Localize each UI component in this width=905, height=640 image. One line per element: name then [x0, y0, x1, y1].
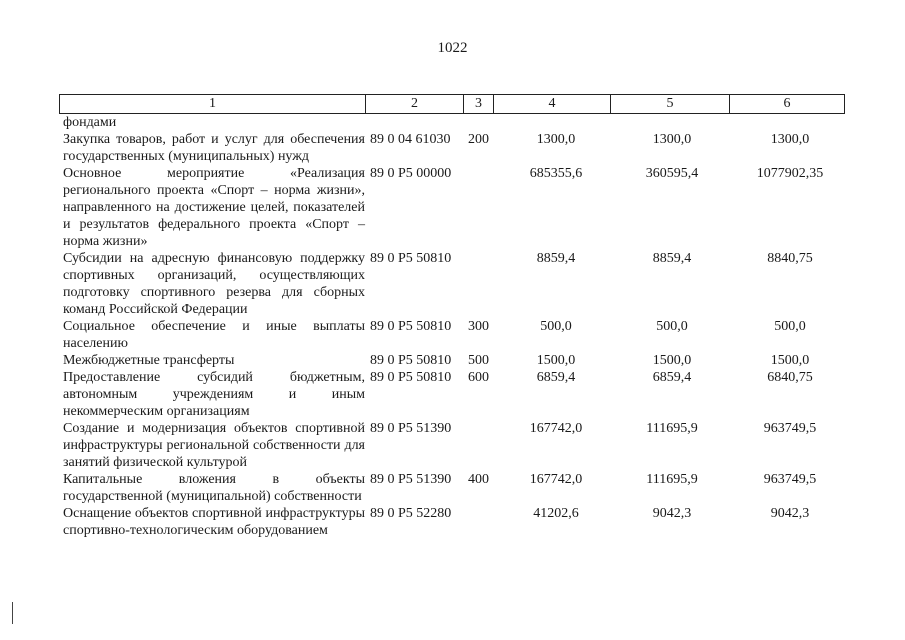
row-code: 89 0 P5 50810	[370, 353, 452, 368]
row-value-4: 6859,4	[536, 370, 576, 385]
budget-rows	[59, 114, 849, 539]
row-value-5: 111695,9	[646, 472, 698, 487]
row-value-4: 500,0	[540, 319, 572, 334]
row-value-4: 41202,6	[533, 506, 579, 521]
row-name: Оснащение объектов спортивной инфраструктуры спортивно-технологическим оборудованием	[63, 506, 365, 538]
row-code: 89 0 P5 00000	[370, 166, 452, 181]
row-code: 89 0 P5 50810	[370, 370, 452, 385]
row-value-6: 9042,3	[770, 506, 810, 521]
row-value-5: 9042,3	[652, 506, 692, 521]
table-row	[59, 471, 849, 505]
row-value-6: 1500,0	[770, 353, 810, 368]
column-header-table	[59, 94, 845, 114]
row-code: 89 0 P5 50810	[370, 319, 452, 334]
row-value-6: 963749,5	[763, 421, 817, 436]
row-name: Создание и модернизация объектов спортивной инфраструктуры региональной собственности для занятий физической культурой	[63, 421, 365, 470]
row-type: 200	[468, 132, 489, 147]
row-value-6: 500,0	[774, 319, 806, 334]
column-header-5: 5	[611, 95, 730, 114]
column-header-4: 4	[494, 95, 611, 114]
row-code: 89 0 P5 51390	[370, 472, 452, 487]
table-row	[59, 131, 849, 165]
table-row	[59, 318, 849, 352]
row-code: 89 0 04 61030	[370, 132, 451, 147]
table-row	[59, 505, 849, 539]
row-value-4: 167742,0	[529, 421, 583, 436]
table-row	[59, 369, 849, 420]
row-type: 300	[468, 319, 489, 334]
row-name: Закупка товаров, работ и услуг для обеспечения государственных (муниципальных) нужд	[63, 132, 365, 164]
row-name: Основное мероприятие «Реализация регионального проекта «Спорт – норма жизни», направленного на достижение целей, показателей и результатов федерального проекта «Спорт – норма жизни»	[63, 166, 365, 249]
row-name: Предоставление субсидий бюджетным, автономным учреждениям и иным некоммерческим организациям	[63, 370, 365, 419]
row-value-4: 1300,0	[536, 132, 576, 147]
row-name: фондами	[63, 115, 117, 130]
row-value-6: 1300,0	[770, 132, 810, 147]
column-header-3: 3	[464, 95, 494, 114]
row-value-6: 8840,75	[767, 251, 813, 266]
table-row	[59, 420, 849, 471]
row-code: 89 0 P5 50810	[370, 251, 452, 266]
row-code: 89 0 P5 51390	[370, 421, 452, 436]
table-row	[59, 114, 849, 131]
row-name: Межбюджетные трансферты	[63, 353, 235, 368]
row-name: Социальное обеспечение и иные выплаты населению	[63, 319, 365, 351]
row-value-5: 500,0	[656, 319, 688, 334]
row-value-4: 1500,0	[536, 353, 576, 368]
row-name: Капитальные вложения в объекты государственной (муниципальной) собственности	[63, 472, 365, 504]
column-header-6: 6	[730, 95, 845, 114]
row-type: 600	[468, 370, 489, 385]
column-header-row	[60, 95, 845, 114]
row-value-4: 167742,0	[529, 472, 583, 487]
table-row	[59, 250, 849, 318]
row-value-5: 1500,0	[652, 353, 692, 368]
column-header-1: 1	[60, 95, 366, 114]
row-value-4: 685355,6	[529, 166, 583, 181]
row-value-6: 6840,75	[767, 370, 813, 385]
column-header-2: 2	[366, 95, 464, 114]
row-value-5: 8859,4	[652, 251, 692, 266]
row-type: 500	[468, 353, 489, 368]
page-number: 1022	[437, 40, 468, 56]
row-name: Субсидии на адресную финансовую поддержку спортивных организаций, осуществляющих подготовку спортивного резерва для сборных команд Российской Федерации	[63, 251, 365, 317]
row-value-5: 360595,4	[645, 166, 699, 181]
row-value-6: 1077902,35	[756, 166, 824, 181]
row-value-5: 6859,4	[652, 370, 692, 385]
row-value-5: 111695,9	[646, 421, 698, 436]
row-value-4: 8859,4	[536, 251, 576, 266]
table-row	[59, 165, 849, 250]
table-row	[59, 352, 849, 369]
row-type: 400	[468, 472, 489, 487]
margin-mark	[12, 602, 13, 624]
row-value-6: 963749,5	[763, 472, 817, 487]
row-value-5: 1300,0	[652, 132, 692, 147]
row-code: 89 0 P5 52280	[370, 506, 452, 521]
